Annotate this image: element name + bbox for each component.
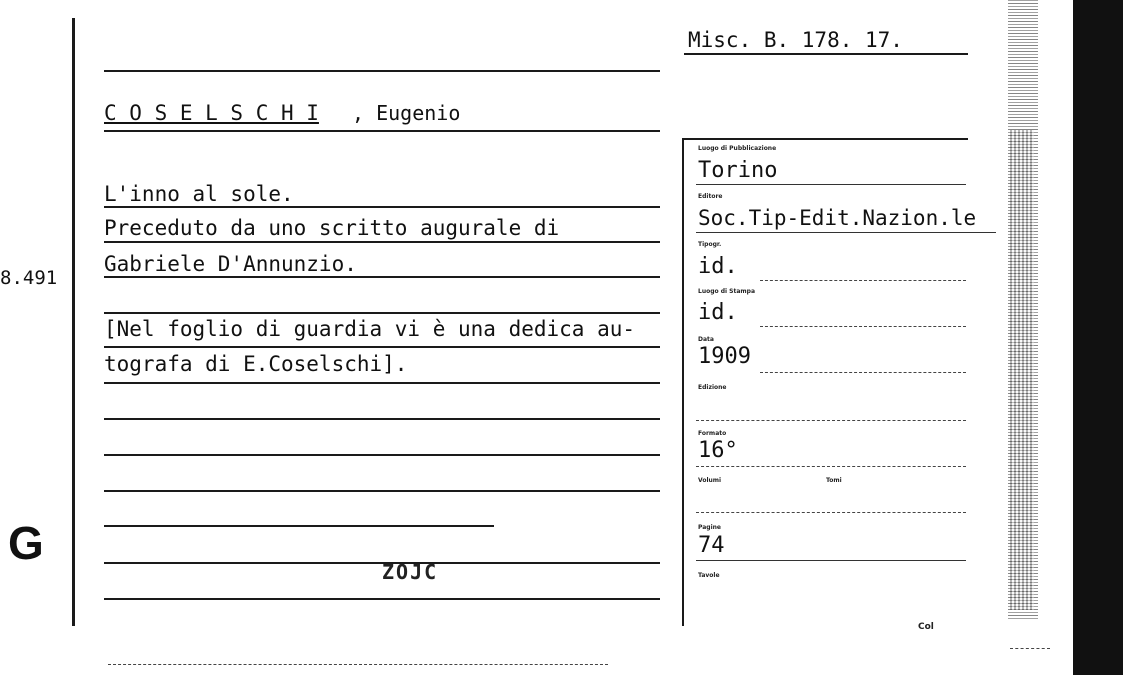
rule-data: [760, 372, 966, 373]
side-number: 8.491: [0, 267, 58, 289]
value-data: 1909: [698, 344, 751, 369]
rule-luogo-stampa: [760, 326, 966, 327]
rule-title-2: [104, 241, 660, 243]
note-line-2: tografa di E.Coselschi].: [104, 352, 408, 376]
shelfmark-underline: [684, 53, 968, 55]
label-edizione: Edizione: [698, 384, 727, 391]
author-forename: , Eugenio: [352, 101, 461, 125]
fields-box-top: [682, 138, 968, 140]
label-tomi: Tomi: [826, 477, 842, 484]
card-left-border: [72, 18, 75, 626]
rule-luogo: [696, 184, 966, 185]
rule-author: [104, 130, 660, 132]
scan-edge-strip: [1073, 0, 1123, 675]
label-luogo: Luogo di Pubblicazione: [698, 145, 777, 152]
rule-blank-1: [104, 312, 660, 314]
label-pagine: Pagine: [698, 524, 721, 531]
author-surname-text: C O S E L S C H I: [104, 101, 319, 125]
rule-edizione: [696, 420, 966, 421]
label-tipografia: Tipogr.: [698, 241, 722, 248]
rule-title-3: [104, 276, 660, 278]
corner-mark: Col: [918, 622, 934, 632]
rule-top: [104, 70, 660, 72]
rule-pagine: [696, 560, 966, 561]
value-luogo-stampa: id.: [698, 300, 738, 325]
scan-edge-texture: [1010, 130, 1034, 610]
bottom-dashes-right: [1010, 648, 1050, 649]
rule-note-1: [104, 346, 660, 348]
rule-formato: [696, 466, 966, 467]
rule-blank-3: [104, 454, 660, 456]
label-data: Data: [698, 336, 714, 343]
value-tipografia: id.: [698, 254, 738, 279]
label-tavole: Tavole: [698, 572, 720, 579]
value-pagine: 74: [698, 533, 725, 558]
rule-blank-4: [104, 490, 660, 492]
rule-title-1: [104, 206, 660, 208]
label-formato: Formato: [698, 430, 727, 437]
title-line-2: Preceduto da uno scritto augurale di: [104, 216, 560, 240]
shelfmark: Misc. B. 178. 17.: [688, 28, 903, 52]
rule-note-2: [104, 382, 660, 384]
value-formato: 16°: [698, 438, 738, 463]
rule-blank-5: [104, 525, 494, 527]
bottom-dashes: [108, 664, 608, 665]
value-editore: Soc.Tip-Edit.Nazion.le: [698, 206, 977, 230]
catalog-letter: G: [8, 517, 44, 569]
rule-editore: [696, 232, 996, 233]
label-volumi: Volumi: [698, 477, 722, 484]
rule-volumi: [696, 512, 966, 513]
label-editore: Editore: [698, 193, 723, 200]
value-luogo: Torino: [698, 158, 778, 183]
note-line-1: [Nel foglio di guardia vi è una dedica au-: [104, 317, 636, 341]
title-line-3: Gabriele D'Annunzio.: [104, 252, 357, 276]
label-luogo-stampa: Luogo di Stampa: [698, 288, 755, 295]
title-line-1: L'inno al sole.: [104, 182, 294, 206]
fields-box-left: [682, 138, 684, 626]
author-surname: [104, 101, 319, 125]
rule-bottom: [104, 598, 660, 600]
library-stamp: ZOJC: [382, 560, 439, 584]
rule-blank-2: [104, 418, 660, 420]
rule-tipografia: [760, 280, 966, 281]
